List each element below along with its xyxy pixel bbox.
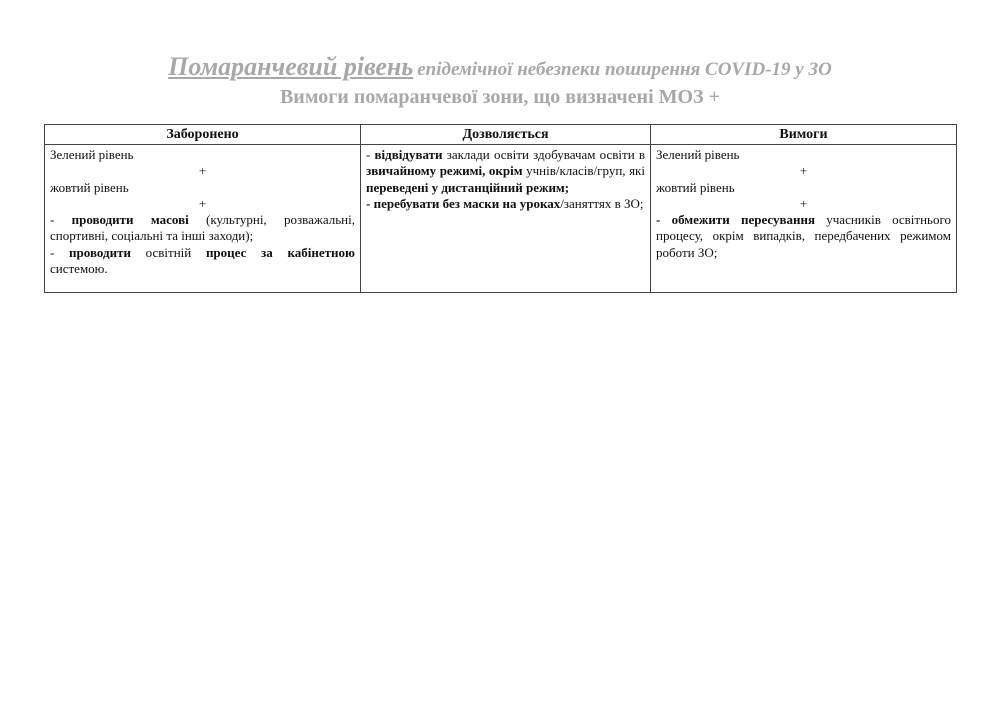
plus-sign: + (198, 163, 207, 179)
requirements-cell (651, 145, 957, 293)
plus-sign: + (198, 195, 207, 211)
forbidden-cell (45, 145, 361, 293)
page-title (0, 52, 1000, 82)
level-description: епідемічної небезпеки поширення COVID-19 у ЗО (417, 59, 832, 80)
page-subtitle: Вимоги помаранчевої зони, що визначені МОЗ + (279, 86, 721, 108)
forbidden-green-level: Зелений рівень (50, 147, 134, 162)
requirements-green-level: Зелений рівень (656, 147, 740, 162)
table-header-row (45, 125, 957, 145)
table-row (45, 145, 957, 293)
header-forbidden: Заборонено (45, 125, 361, 145)
forbidden-item-cabinet-system: - проводити освітній процес за кабінетною системою. (50, 244, 355, 277)
plus-sign: + (799, 163, 808, 179)
header-requirements: Вимоги (651, 125, 957, 145)
forbidden-yellow-level: жовтий рівень (50, 179, 129, 195)
plus-sign: + (799, 195, 808, 211)
forbidden-item-mass-events: - проводити масові (культурні, розважальні, спортивні, соціальні та інші заходи); (50, 212, 355, 244)
allowed-item-no-mask: - перебувати без маски на уроках/заняттях в ЗО; (366, 195, 644, 211)
requirements-item-limit-movement: - обмежити пересування учасників освітнього процесу, окрім випадків, передбачених режимом роботи ЗО; (656, 212, 951, 260)
level-name: Помаранчевий рівень (168, 52, 414, 81)
allowed-cell (361, 145, 651, 293)
allowed-item-attend: - відвідувати заклади освіти здобувачам освіти в звичайному режимі, окрім учнів/класів/груп, які переведені у дистанційний режим; (366, 147, 645, 195)
rules-table (44, 124, 957, 293)
requirements-yellow-level: жовтий рівень (656, 179, 735, 195)
header-allowed: Дозволяється (361, 125, 651, 145)
